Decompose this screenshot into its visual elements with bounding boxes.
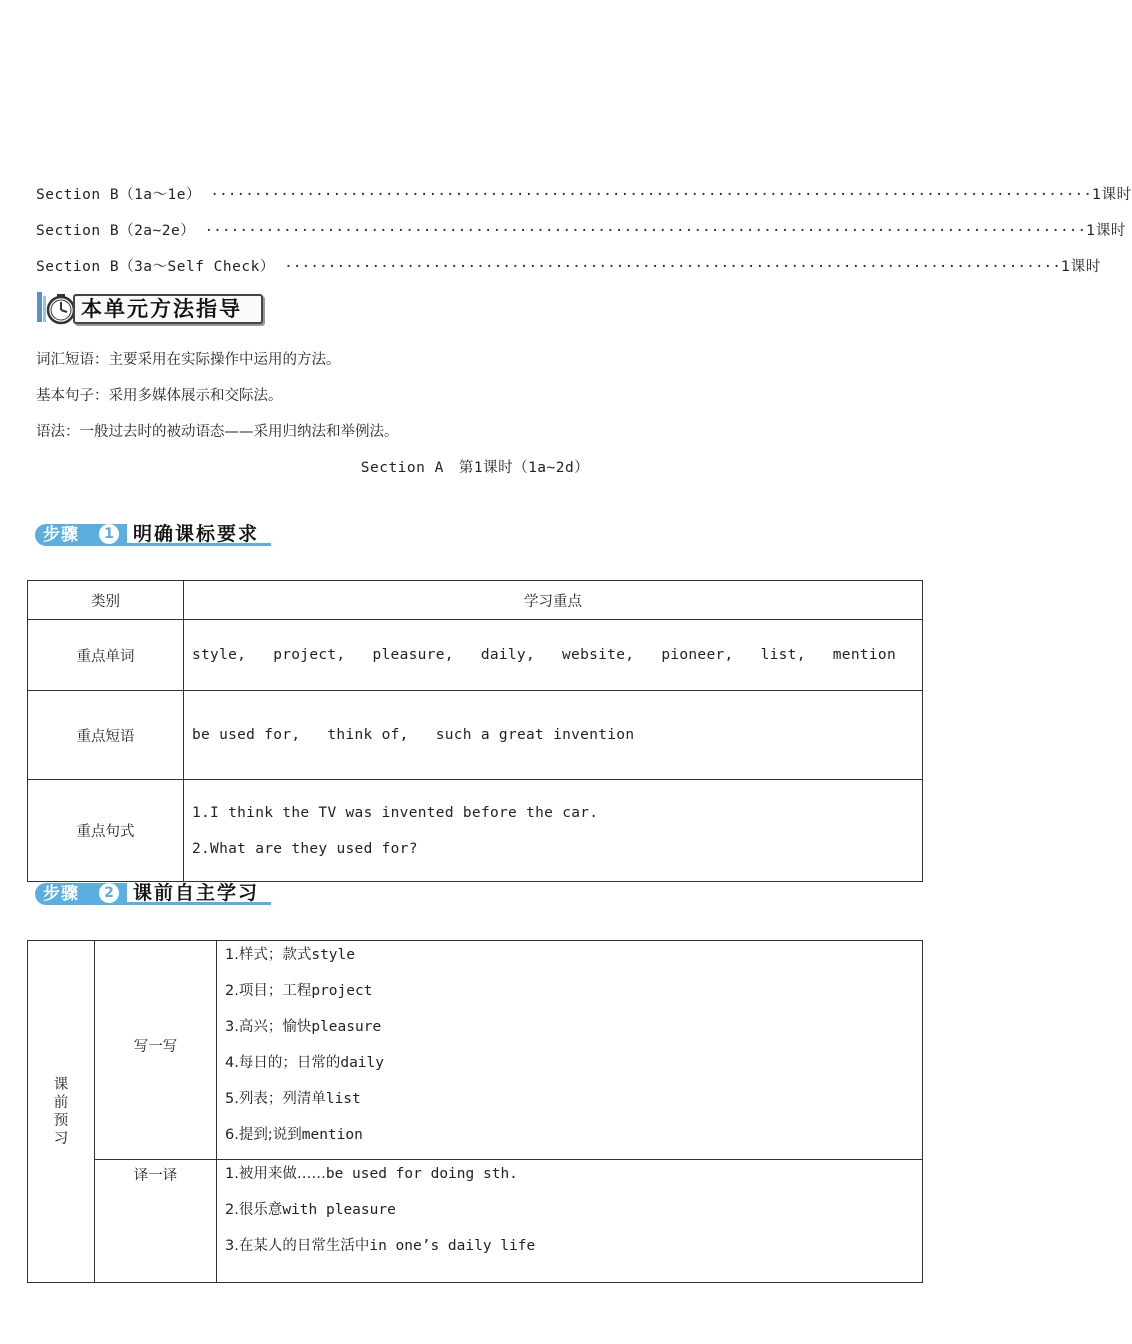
- item-zh: 1.样式；款式: [225, 947, 312, 963]
- word: mention: [832, 647, 896, 663]
- toc-dots: ·························································································: [284, 259, 1062, 275]
- side-label: 课前预习: [53, 1076, 69, 1147]
- list-item: [225, 1198, 922, 1234]
- row-category: 重点短语: [28, 691, 184, 780]
- item-en: pleasure: [311, 1019, 382, 1035]
- toc-label: Section B（3a～Self Check）: [36, 259, 275, 275]
- step-tag: 步骤: [35, 524, 127, 546]
- method-line: 语法：一般过去时的被动语态——采用归纳法和举例法。: [36, 424, 399, 440]
- item-en: style: [311, 947, 355, 963]
- item-en: with pleasure: [282, 1202, 396, 1218]
- item-en: be used for doing sth.: [325, 1166, 518, 1182]
- table-row: [28, 1160, 923, 1283]
- table-header-row: [28, 581, 923, 620]
- item-en: in one’s daily life: [369, 1238, 536, 1254]
- word: style,: [192, 647, 247, 663]
- step-number: 2: [99, 883, 119, 903]
- key-phrases: [184, 691, 923, 780]
- item-en: list: [325, 1091, 361, 1107]
- method-line: 词汇短语：主要采用在实际操作中运用的方法。: [36, 352, 341, 368]
- word: pioneer,: [661, 647, 734, 663]
- toc-hours: 1课时: [1091, 187, 1132, 203]
- item-zh: 5.列表；列清单: [225, 1091, 326, 1107]
- sentence: 2.What are they used for?: [192, 840, 418, 857]
- word: list,: [760, 647, 806, 663]
- list-item: [225, 979, 922, 1015]
- header-category: 类别: [28, 581, 184, 620]
- word: pleasure,: [372, 647, 454, 663]
- step-tag: 步骤: [35, 883, 127, 905]
- key-words: [184, 620, 923, 691]
- item-zh: 2.很乐意: [225, 1202, 283, 1218]
- lesson-title: Section A 第1课时（1a~2d）: [360, 460, 590, 476]
- step-banner: [35, 881, 271, 909]
- toc-line: [36, 183, 1132, 204]
- item-en: mention: [301, 1127, 363, 1143]
- item-zh: 2.项目；工程: [225, 983, 312, 999]
- write-label: 写一写: [95, 941, 217, 1160]
- step-number: 1: [99, 524, 119, 544]
- item-en: project: [311, 983, 373, 999]
- phrase: such a great invention: [435, 727, 635, 743]
- step-title: 课前自主学习: [127, 881, 271, 905]
- item-zh: 1.被用来做……: [225, 1166, 326, 1182]
- step-banner: [35, 522, 271, 550]
- table-row: [28, 620, 923, 691]
- method-title: 本单元方法指导: [73, 294, 263, 324]
- item-zh: 6.提到;说到: [225, 1127, 302, 1143]
- toc-hours: 1课时: [1061, 259, 1101, 275]
- list-item: [225, 943, 922, 979]
- header-focus: 学习重点: [184, 581, 923, 620]
- sentence: 1.I think the TV was invented before the car.: [192, 804, 599, 821]
- list-item: [225, 1234, 922, 1270]
- item-en: daily: [340, 1055, 384, 1071]
- table-row: [28, 691, 923, 780]
- toc-hours: 1课时: [1086, 223, 1126, 239]
- row-category: 重点句式: [28, 780, 184, 882]
- toc-dots: ·····································································································: [210, 187, 1092, 203]
- key-sentences: [184, 780, 923, 882]
- method-banner: [35, 290, 257, 326]
- table-row: [28, 780, 923, 882]
- step-title: 明确课标要求: [127, 522, 271, 546]
- item-zh: 4.每日的；日常的: [225, 1055, 341, 1071]
- item-zh: 3.高兴；愉快: [225, 1019, 312, 1035]
- toc-line: [36, 255, 1101, 276]
- word: project,: [273, 647, 346, 663]
- list-item: [225, 1087, 922, 1123]
- word: website,: [562, 647, 635, 663]
- translate-list: [217, 1160, 923, 1283]
- list-item: [225, 1051, 922, 1087]
- phrase: be used for,: [192, 727, 301, 743]
- list-item: [225, 1123, 922, 1159]
- write-list: [217, 941, 923, 1160]
- translate-label: 译一译: [95, 1160, 217, 1283]
- word: daily,: [480, 647, 535, 663]
- list-item: [225, 1015, 922, 1051]
- table-row: [28, 941, 923, 1160]
- toc-label: Section B（1a～1e）: [36, 187, 201, 203]
- toc-dots: ·····································································································: [204, 223, 1087, 239]
- key-points-table: [27, 580, 923, 882]
- list-item: [225, 1162, 922, 1198]
- item-zh: 3.在某人的日常生活中: [225, 1238, 370, 1254]
- method-line: 基本句子：采用多媒体展示和交际法。: [36, 388, 283, 404]
- clock-icon: [35, 290, 77, 326]
- preview-table: [27, 940, 923, 1283]
- toc-label: Section B（2a~2e）: [36, 223, 196, 239]
- phrase: think of,: [327, 727, 409, 743]
- row-category: 重点单词: [28, 620, 184, 691]
- side-label-cell: [28, 941, 95, 1283]
- toc-line: [36, 219, 1126, 240]
